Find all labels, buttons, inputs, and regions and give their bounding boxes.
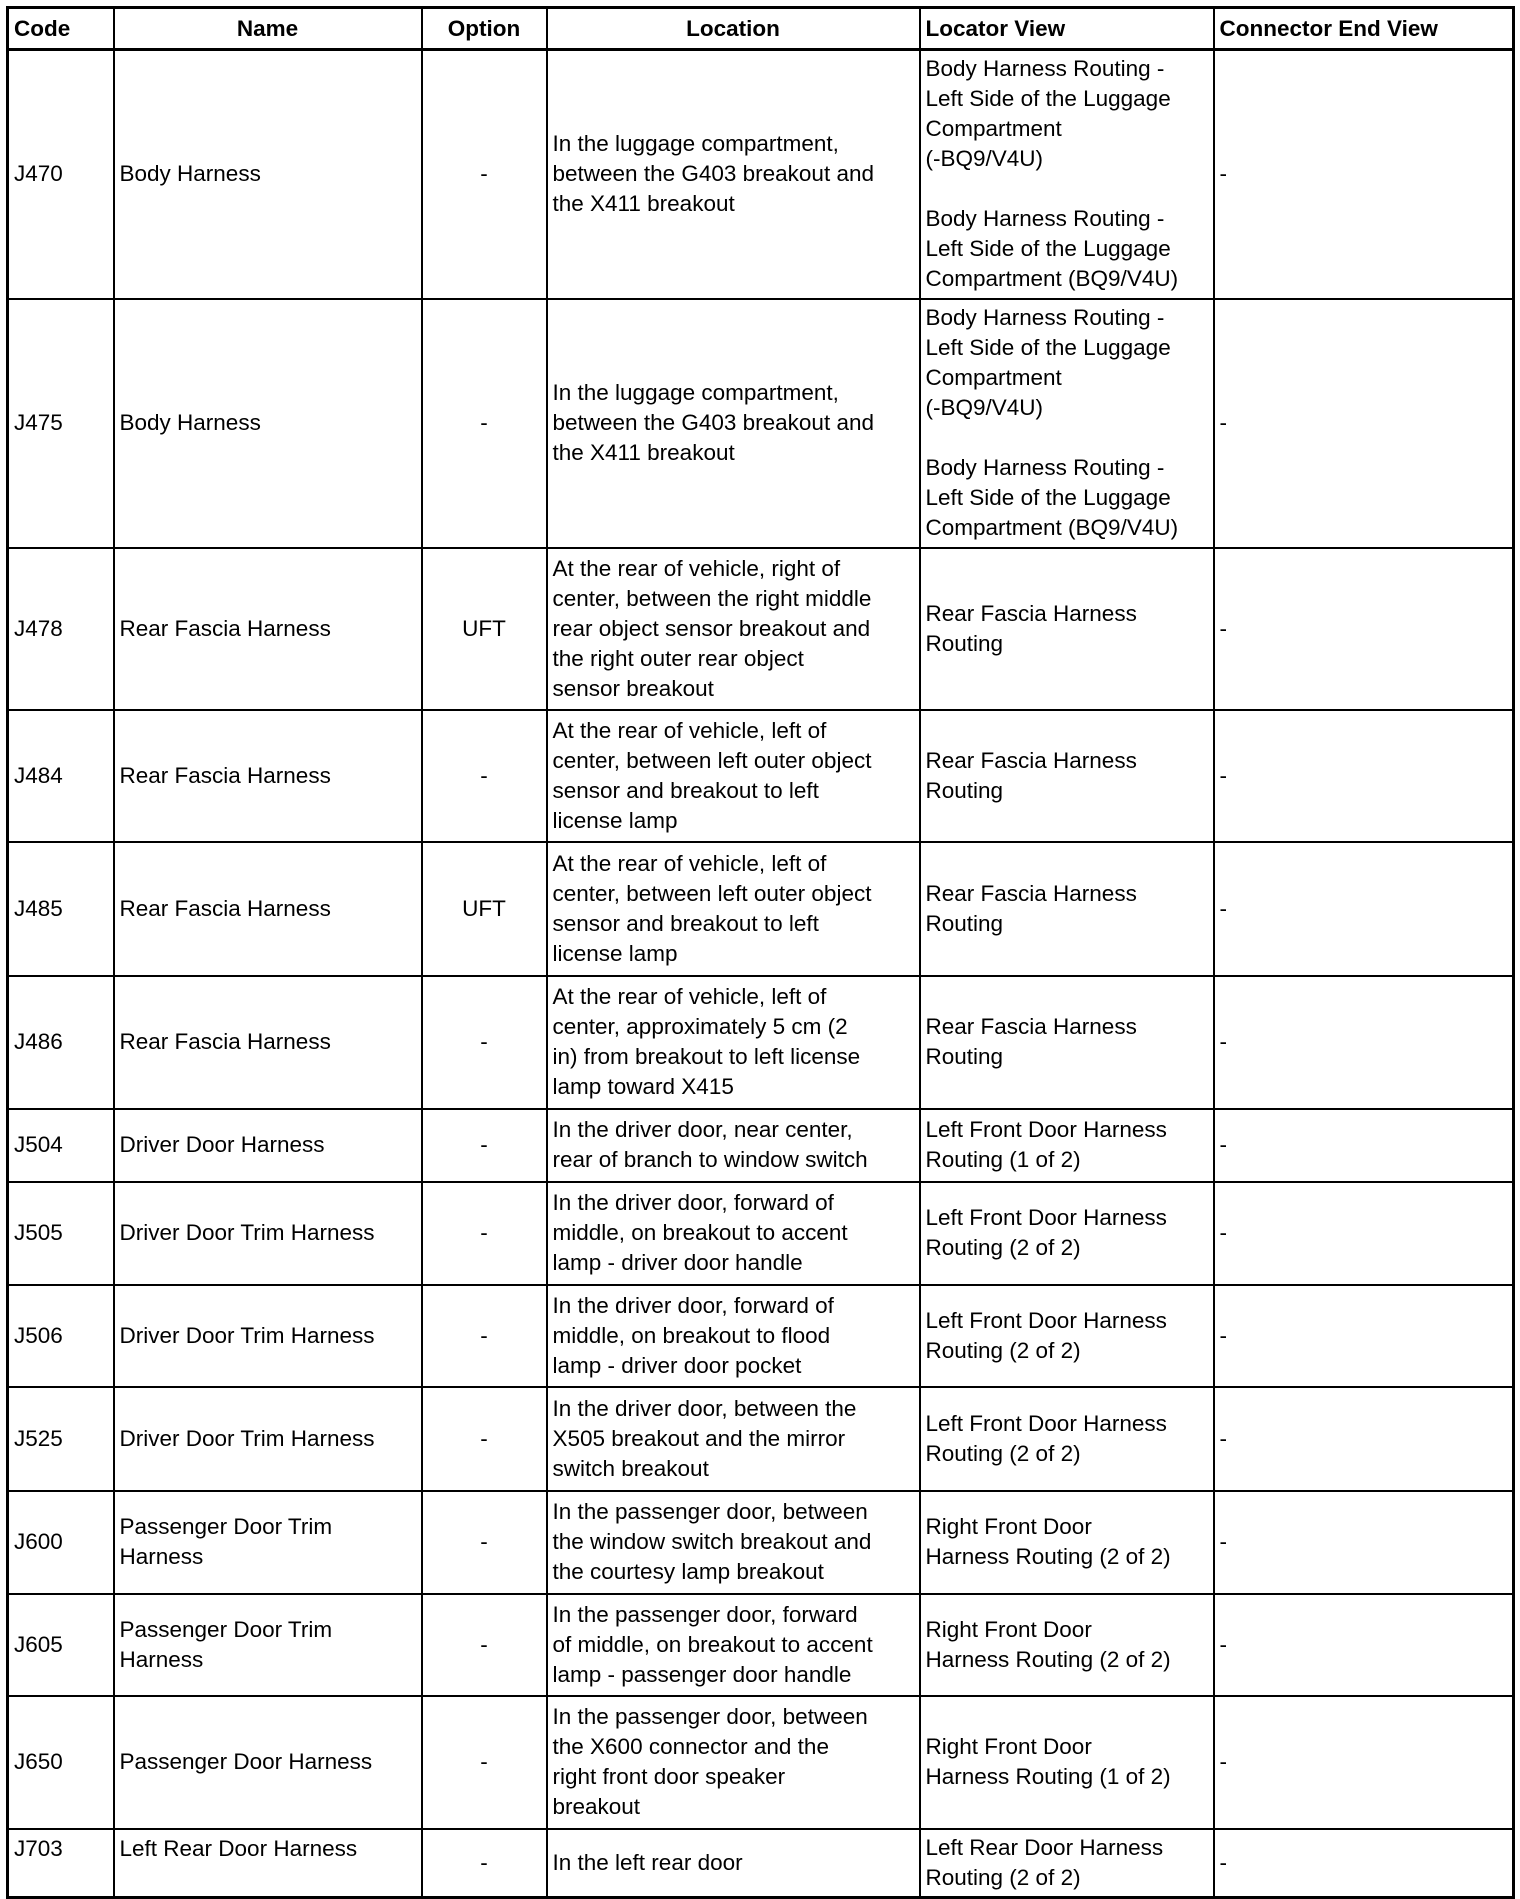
cell-location: In the driver door, forward of middle, on breakout to accent lamp - driver door handle: [547, 1182, 920, 1285]
cell-location: At the rear of vehicle, left of center, between left outer object sensor and breakout to left license lamp: [547, 710, 920, 842]
cell-location: In the driver door, near center, rear of branch to window switch: [547, 1109, 920, 1182]
cell-option: -: [422, 710, 547, 842]
cell-name: Driver Door Trim Harness: [114, 1387, 422, 1491]
cell-locator-view: Body Harness Routing - Left Side of the Luggage Compartment (-BQ9/V4U) Body Harness Routing - Left Side of the Luggage Compartment (BQ9/V4U): [920, 299, 1214, 548]
cell-code: J486: [8, 976, 114, 1109]
cell-code: J505: [8, 1182, 114, 1285]
table-row: [8, 1491, 1514, 1594]
table-row: [8, 299, 1514, 548]
cell-connector-end-view: -: [1214, 548, 1514, 710]
cell-locator-view: Rear Fascia Harness Routing: [920, 976, 1214, 1109]
cell-location: At the rear of vehicle, left of center, approximately 5 cm (2 in) from breakout to left license lamp toward X415: [547, 976, 920, 1109]
cell-locator-view: Left Rear Door Harness Routing (2 of 2): [920, 1829, 1214, 1898]
cell-locator-view: Right Front Door Harness Routing (2 of 2): [920, 1594, 1214, 1696]
cell-connector-end-view: -: [1214, 1109, 1514, 1182]
cell-location: In the passenger door, forward of middle, on breakout to accent lamp - passenger door handle: [547, 1594, 920, 1696]
cell-code: J485: [8, 842, 114, 976]
cell-option: -: [422, 1829, 547, 1898]
header-connector-end-view: Connector End View: [1214, 8, 1514, 50]
cell-location: In the passenger door, between the X600 connector and the right front door speaker breakout: [547, 1696, 920, 1829]
cell-connector-end-view: -: [1214, 1387, 1514, 1491]
cell-code: J504: [8, 1109, 114, 1182]
cell-connector-end-view: -: [1214, 1182, 1514, 1285]
cell-connector-end-view: -: [1214, 842, 1514, 976]
header-option: Option: [422, 8, 547, 50]
cell-option: -: [422, 976, 547, 1109]
cell-name: Driver Door Trim Harness: [114, 1182, 422, 1285]
connector-table: [6, 6, 1515, 1899]
cell-connector-end-view: -: [1214, 1491, 1514, 1594]
cell-name: Rear Fascia Harness: [114, 842, 422, 976]
cell-locator-view: Left Front Door Harness Routing (1 of 2): [920, 1109, 1214, 1182]
table-row: [8, 1594, 1514, 1696]
cell-code: J605: [8, 1594, 114, 1696]
table-row: [8, 1109, 1514, 1182]
cell-location: In the luggage compartment, between the G403 breakout and the X411 breakout: [547, 50, 920, 299]
cell-location: At the rear of vehicle, left of center, between left outer object sensor and breakout to left license lamp: [547, 842, 920, 976]
cell-name: Left Rear Door Harness: [114, 1829, 422, 1898]
table-row: [8, 710, 1514, 842]
table-row: [8, 976, 1514, 1109]
cell-option: -: [422, 1182, 547, 1285]
cell-location: In the driver door, between the X505 breakout and the mirror switch breakout: [547, 1387, 920, 1491]
cell-code: J475: [8, 299, 114, 548]
cell-locator-view: Rear Fascia Harness Routing: [920, 710, 1214, 842]
header-row: [8, 8, 1514, 50]
cell-name: Body Harness: [114, 299, 422, 548]
table-row: [8, 842, 1514, 976]
header-location: Location: [547, 8, 920, 50]
cell-location: In the passenger door, between the window switch breakout and the courtesy lamp breakout: [547, 1491, 920, 1594]
cell-code: J478: [8, 548, 114, 710]
cell-code: J600: [8, 1491, 114, 1594]
cell-code: J470: [8, 50, 114, 299]
cell-option: -: [422, 1387, 547, 1491]
cell-option: -: [422, 50, 547, 299]
cell-name: Driver Door Harness: [114, 1109, 422, 1182]
cell-code: J484: [8, 710, 114, 842]
cell-locator-view: Left Front Door Harness Routing (2 of 2): [920, 1182, 1214, 1285]
table-row: [8, 50, 1514, 299]
cell-location: In the driver door, forward of middle, on breakout to flood lamp - driver door pocket: [547, 1285, 920, 1387]
cell-connector-end-view: -: [1214, 1285, 1514, 1387]
cell-connector-end-view: -: [1214, 1696, 1514, 1829]
cell-option: -: [422, 1109, 547, 1182]
table-row: [8, 1285, 1514, 1387]
table-row: [8, 548, 1514, 710]
header-code: Code: [8, 8, 114, 50]
cell-locator-view: Rear Fascia Harness Routing: [920, 842, 1214, 976]
cell-code: J703: [8, 1829, 114, 1898]
cell-name: Driver Door Trim Harness: [114, 1285, 422, 1387]
table-row: [8, 1182, 1514, 1285]
cell-option: -: [422, 1285, 547, 1387]
cell-connector-end-view: -: [1214, 710, 1514, 842]
cell-code: J650: [8, 1696, 114, 1829]
cell-connector-end-view: -: [1214, 1594, 1514, 1696]
cell-code: J525: [8, 1387, 114, 1491]
cell-locator-view: Right Front Door Harness Routing (2 of 2): [920, 1491, 1214, 1594]
cell-locator-view: Rear Fascia Harness Routing: [920, 548, 1214, 710]
cell-name: Passenger Door Trim Harness: [114, 1491, 422, 1594]
cell-code: J506: [8, 1285, 114, 1387]
cell-connector-end-view: -: [1214, 1829, 1514, 1898]
cell-location: At the rear of vehicle, right of center, between the right middle rear object sensor breakout and the right outer rear object sensor breakout: [547, 548, 920, 710]
cell-name: Rear Fascia Harness: [114, 710, 422, 842]
cell-name: Rear Fascia Harness: [114, 548, 422, 710]
table-row: [8, 1387, 1514, 1491]
header-name: Name: [114, 8, 422, 50]
cell-option: -: [422, 299, 547, 548]
table-row: [8, 1829, 1514, 1898]
header-locator-view: Locator View: [920, 8, 1214, 50]
cell-option: -: [422, 1696, 547, 1829]
cell-connector-end-view: -: [1214, 50, 1514, 299]
cell-option: UFT: [422, 548, 547, 710]
cell-option: -: [422, 1594, 547, 1696]
cell-name: Passenger Door Harness: [114, 1696, 422, 1829]
cell-locator-view: Right Front Door Harness Routing (1 of 2): [920, 1696, 1214, 1829]
cell-name: Rear Fascia Harness: [114, 976, 422, 1109]
cell-option: -: [422, 1491, 547, 1594]
cell-name: Passenger Door Trim Harness: [114, 1594, 422, 1696]
table-row: [8, 1696, 1514, 1829]
cell-locator-view: Left Front Door Harness Routing (2 of 2): [920, 1285, 1214, 1387]
cell-location: In the luggage compartment, between the G403 breakout and the X411 breakout: [547, 299, 920, 548]
cell-locator-view: Body Harness Routing - Left Side of the Luggage Compartment (-BQ9/V4U) Body Harness Routing - Left Side of the Luggage Compartment (BQ9/V4U): [920, 50, 1214, 299]
cell-option: UFT: [422, 842, 547, 976]
cell-locator-view: Left Front Door Harness Routing (2 of 2): [920, 1387, 1214, 1491]
cell-location: In the left rear door: [547, 1829, 920, 1898]
cell-name: Body Harness: [114, 50, 422, 299]
cell-connector-end-view: -: [1214, 299, 1514, 548]
cell-connector-end-view: -: [1214, 976, 1514, 1109]
